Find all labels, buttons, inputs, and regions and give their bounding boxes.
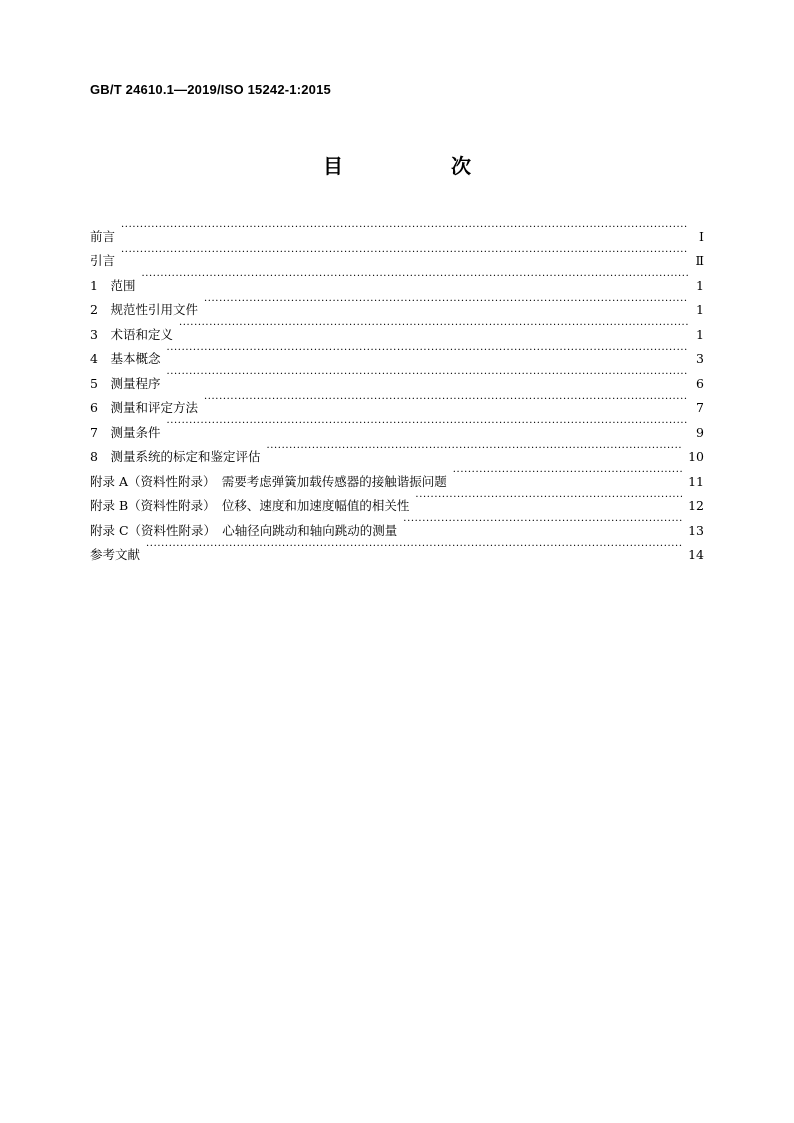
toc-entry-label: 附录 B（资料性附录） 位移、速度和加速度幅值的相关性 [90, 498, 410, 513]
toc-entry-page: 1 [696, 277, 704, 293]
toc-entry-terms-definitions[interactable] [90, 314, 704, 342]
toc-leader-dots [166, 339, 688, 364]
toc-entry-page: 13 [688, 522, 704, 538]
toc-leader-dots [141, 265, 688, 290]
toc-entry-normative-references[interactable] [90, 290, 704, 315]
toc-entry-page: 1 [696, 326, 704, 342]
toc-entry-page: 3 [696, 351, 704, 366]
toc-entry-page: Ⅰ [699, 228, 704, 244]
standard-number-header: GB/T 24610.1—2019/ISO 15242-1:2015 [90, 82, 331, 97]
toc-entry-page: 11 [688, 473, 704, 489]
toc-leader-dots [453, 461, 682, 486]
toc-entry-page: 9 [696, 424, 704, 440]
toc-entry-measurement-procedure[interactable] [90, 363, 704, 391]
toc-entry-label: 1 范围 [90, 277, 136, 293]
toc-entry-page: 12 [688, 498, 704, 513]
toc-leader-dots [403, 510, 682, 535]
toc-leader-dots [121, 241, 688, 266]
toc-entry-page: 6 [696, 375, 704, 391]
toc-entry-label: 5 测量程序 [90, 375, 161, 391]
toc-entry-label: 引言 [90, 253, 116, 268]
toc-leader-dots [179, 314, 688, 339]
toc-entry-label: 2 规范性引用文件 [90, 302, 198, 317]
toc-entry-measurement-evaluation-methods[interactable] [90, 388, 704, 413]
toc-entry-label: 4 基本概念 [90, 351, 161, 366]
toc-entry-scope[interactable] [90, 265, 704, 293]
toc-leader-dots [415, 486, 682, 511]
toc-entry-label: 前言 [90, 228, 116, 244]
toc-entry-page: 14 [688, 547, 704, 562]
toc-entry-basic-concepts[interactable] [90, 339, 704, 364]
toc-entry-measurement-conditions[interactable] [90, 412, 704, 440]
toc-leader-dots [204, 290, 688, 315]
toc-entry-label: 6 测量和评定方法 [90, 400, 198, 415]
page-title: 目 次 [323, 154, 515, 178]
toc-entry-label: 参考文献 [90, 547, 141, 562]
table-of-contents [90, 216, 704, 562]
toc-leader-dots [146, 535, 682, 560]
toc-entry-foreword[interactable] [90, 216, 704, 244]
toc-entry-page: Ⅱ [695, 253, 704, 268]
toc-leader-dots [166, 412, 688, 437]
toc-entry-label: 附录 C（资料性附录） 心轴径向跳动和轴向跳动的测量 [90, 522, 398, 538]
toc-entry-calibration[interactable] [90, 437, 704, 462]
toc-entry-page: 7 [696, 400, 704, 415]
toc-leader-dots [266, 437, 682, 462]
toc-leader-dots [121, 216, 688, 241]
toc-entry-label: 3 术语和定义 [90, 326, 173, 342]
toc-entry-label: 附录 A（资料性附录） 需要考虑弹簧加载传感器的接触谐振问题 [90, 473, 447, 489]
toc-entry-introduction[interactable] [90, 241, 704, 266]
toc-entry-page: 1 [696, 302, 704, 317]
toc-entry-page: 10 [688, 449, 704, 464]
toc-entry-label: 7 测量条件 [90, 424, 161, 440]
toc-entry-label: 8 测量系统的标定和鉴定评估 [90, 449, 261, 464]
toc-entry-bibliography[interactable] [90, 535, 704, 560]
toc-leader-dots [166, 363, 688, 388]
toc-leader-dots [204, 388, 688, 413]
